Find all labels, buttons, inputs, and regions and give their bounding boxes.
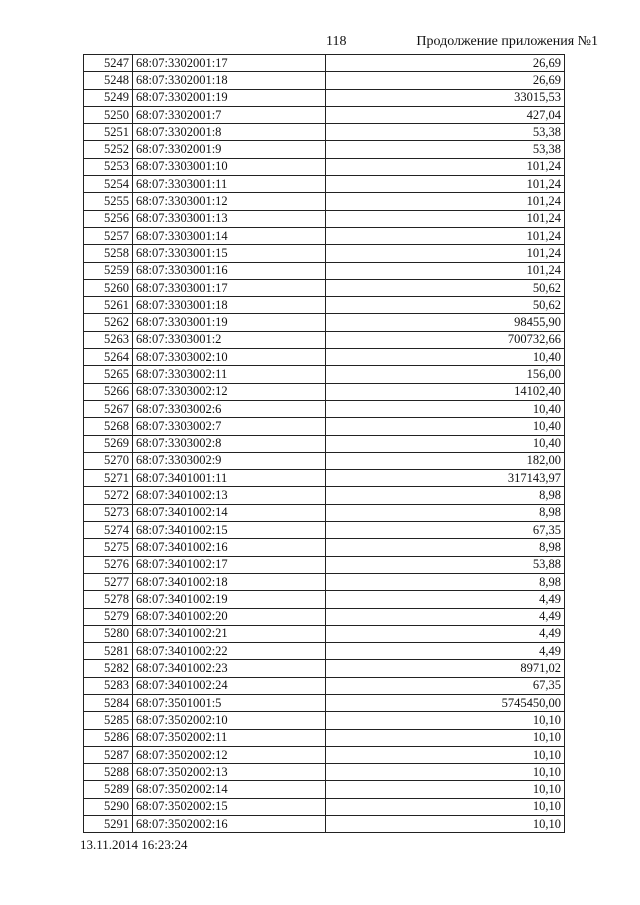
value-cell: 8,98 — [326, 539, 565, 556]
cadastral-number-cell: 68:07:3401002:21 — [133, 625, 326, 642]
value-cell: 26,69 — [326, 55, 565, 72]
row-number-cell: 5262 — [84, 314, 133, 331]
cadastral-number-cell: 68:07:3401002:23 — [133, 660, 326, 677]
cadastral-number-cell: 68:07:3302001:8 — [133, 124, 326, 141]
table-row — [84, 72, 565, 89]
table-row — [84, 124, 565, 141]
row-number-cell: 5281 — [84, 643, 133, 660]
table-row — [84, 660, 565, 677]
table-row — [84, 210, 565, 227]
value-cell: 4,49 — [326, 608, 565, 625]
row-number-cell: 5285 — [84, 712, 133, 729]
value-cell: 4,49 — [326, 591, 565, 608]
row-number-cell: 5288 — [84, 764, 133, 781]
cadastral-number-cell: 68:07:3302001:18 — [133, 72, 326, 89]
value-cell: 33015,53 — [326, 89, 565, 106]
cadastral-number-cell: 68:07:3502002:16 — [133, 816, 326, 833]
cadastral-number-cell: 68:07:3303002:6 — [133, 400, 326, 417]
value-cell: 101,24 — [326, 210, 565, 227]
cadastral-number-cell: 68:07:3303002:7 — [133, 418, 326, 435]
row-number-cell: 5259 — [84, 262, 133, 279]
row-number-cell: 5248 — [84, 72, 133, 89]
row-number-cell: 5277 — [84, 573, 133, 590]
cadastral-number-cell: 68:07:3302001:9 — [133, 141, 326, 158]
table-row — [84, 366, 565, 383]
cadastral-number-cell: 68:07:3302001:17 — [133, 55, 326, 72]
table-row — [84, 435, 565, 452]
table-row — [84, 331, 565, 348]
cadastral-number-cell: 68:07:3401002:15 — [133, 522, 326, 539]
row-number-cell: 5284 — [84, 694, 133, 711]
cadastral-number-cell: 68:07:3401002:14 — [133, 504, 326, 521]
row-number-cell: 5287 — [84, 746, 133, 763]
cadastral-number-cell: 68:07:3303001:15 — [133, 245, 326, 262]
value-cell: 14102,40 — [326, 383, 565, 400]
table-row — [84, 314, 565, 331]
value-cell: 156,00 — [326, 366, 565, 383]
cadastral-number-cell: 68:07:3302001:7 — [133, 106, 326, 123]
cadastral-number-cell: 68:07:3401002:20 — [133, 608, 326, 625]
table-row — [84, 297, 565, 314]
row-number-cell: 5251 — [84, 124, 133, 141]
value-cell: 50,62 — [326, 279, 565, 296]
cadastral-number-cell: 68:07:3302001:19 — [133, 89, 326, 106]
cadastral-number-cell: 68:07:3303001:10 — [133, 158, 326, 175]
value-cell: 67,35 — [326, 522, 565, 539]
value-cell: 98455,90 — [326, 314, 565, 331]
row-number-cell: 5266 — [84, 383, 133, 400]
cadastral-number-cell: 68:07:3303002:10 — [133, 349, 326, 366]
footer-timestamp: 13.11.2014 16:23:24 — [80, 837, 188, 852]
value-cell: 4,49 — [326, 625, 565, 642]
cadastral-number-cell: 68:07:3401002:17 — [133, 556, 326, 573]
table-row — [84, 400, 565, 417]
cadastral-number-cell: 68:07:3401002:19 — [133, 591, 326, 608]
cadastral-number-cell: 68:07:3401002:22 — [133, 643, 326, 660]
cadastral-number-cell: 68:07:3401002:16 — [133, 539, 326, 556]
page-header-title: Продолжение приложения №1 — [416, 34, 598, 49]
cadastral-number-cell: 68:07:3401001:11 — [133, 470, 326, 487]
table-row — [84, 591, 565, 608]
row-number-cell: 5253 — [84, 158, 133, 175]
value-cell: 5745450,00 — [326, 694, 565, 711]
value-cell: 101,24 — [326, 245, 565, 262]
value-cell: 101,24 — [326, 227, 565, 244]
cadastral-number-cell: 68:07:3303001:17 — [133, 279, 326, 296]
row-number-cell: 5276 — [84, 556, 133, 573]
page-number: 118 — [326, 34, 347, 49]
row-number-cell: 5252 — [84, 141, 133, 158]
table-row — [84, 643, 565, 660]
table-row — [84, 89, 565, 106]
table-row — [84, 504, 565, 521]
registry-table-body — [84, 55, 565, 833]
row-number-cell: 5290 — [84, 798, 133, 815]
table-row — [84, 193, 565, 210]
row-number-cell: 5286 — [84, 729, 133, 746]
row-number-cell: 5255 — [84, 193, 133, 210]
row-number-cell: 5271 — [84, 470, 133, 487]
row-number-cell: 5272 — [84, 487, 133, 504]
value-cell: 67,35 — [326, 677, 565, 694]
row-number-cell: 5268 — [84, 418, 133, 435]
table-row — [84, 694, 565, 711]
value-cell: 10,10 — [326, 764, 565, 781]
table-row — [84, 712, 565, 729]
cadastral-number-cell: 68:07:3502002:10 — [133, 712, 326, 729]
value-cell: 10,10 — [326, 712, 565, 729]
value-cell: 10,10 — [326, 746, 565, 763]
table-row — [84, 781, 565, 798]
value-cell: 10,10 — [326, 781, 565, 798]
table-row — [84, 487, 565, 504]
value-cell: 101,24 — [326, 158, 565, 175]
cadastral-number-cell: 68:07:3401002:18 — [133, 573, 326, 590]
row-number-cell: 5273 — [84, 504, 133, 521]
cadastral-number-cell: 68:07:3502002:15 — [133, 798, 326, 815]
row-number-cell: 5279 — [84, 608, 133, 625]
table-row — [84, 816, 565, 833]
row-number-cell: 5269 — [84, 435, 133, 452]
row-number-cell: 5291 — [84, 816, 133, 833]
value-cell: 4,49 — [326, 643, 565, 660]
value-cell: 101,24 — [326, 262, 565, 279]
cadastral-number-cell: 68:07:3502002:11 — [133, 729, 326, 746]
cadastral-number-cell: 68:07:3303001:12 — [133, 193, 326, 210]
cadastral-number-cell: 68:07:3303001:2 — [133, 331, 326, 348]
cadastral-number-cell: 68:07:3401002:13 — [133, 487, 326, 504]
row-number-cell: 5257 — [84, 227, 133, 244]
table-row — [84, 349, 565, 366]
table-row — [84, 55, 565, 72]
table-row — [84, 418, 565, 435]
table-row — [84, 158, 565, 175]
value-cell: 10,10 — [326, 729, 565, 746]
cadastral-number-cell: 68:07:3303001:14 — [133, 227, 326, 244]
table-row — [84, 556, 565, 573]
row-number-cell: 5265 — [84, 366, 133, 383]
table-row — [84, 798, 565, 815]
cadastral-number-cell: 68:07:3502002:13 — [133, 764, 326, 781]
row-number-cell: 5263 — [84, 331, 133, 348]
row-number-cell: 5249 — [84, 89, 133, 106]
row-number-cell: 5250 — [84, 106, 133, 123]
value-cell: 50,62 — [326, 297, 565, 314]
row-number-cell: 5267 — [84, 400, 133, 417]
table-row — [84, 227, 565, 244]
cadastral-number-cell: 68:07:3502002:12 — [133, 746, 326, 763]
value-cell: 10,40 — [326, 418, 565, 435]
cadastral-number-cell: 68:07:3303002:11 — [133, 366, 326, 383]
cadastral-number-cell: 68:07:3303002:12 — [133, 383, 326, 400]
value-cell: 8,98 — [326, 573, 565, 590]
table-row — [84, 279, 565, 296]
row-number-cell: 5247 — [84, 55, 133, 72]
table-row — [84, 245, 565, 262]
table-row — [84, 106, 565, 123]
value-cell: 10,10 — [326, 798, 565, 815]
value-cell: 53,38 — [326, 141, 565, 158]
table-row — [84, 141, 565, 158]
registry-table — [83, 54, 565, 833]
value-cell: 53,38 — [326, 124, 565, 141]
value-cell: 101,24 — [326, 193, 565, 210]
table-row — [84, 573, 565, 590]
cadastral-number-cell: 68:07:3303001:18 — [133, 297, 326, 314]
row-number-cell: 5270 — [84, 452, 133, 469]
table-row — [84, 746, 565, 763]
cadastral-number-cell: 68:07:3303001:13 — [133, 210, 326, 227]
value-cell: 10,40 — [326, 400, 565, 417]
table-row — [84, 452, 565, 469]
row-number-cell: 5275 — [84, 539, 133, 556]
table-row — [84, 625, 565, 642]
row-number-cell: 5289 — [84, 781, 133, 798]
row-number-cell: 5261 — [84, 297, 133, 314]
row-number-cell: 5278 — [84, 591, 133, 608]
row-number-cell: 5264 — [84, 349, 133, 366]
value-cell: 182,00 — [326, 452, 565, 469]
cadastral-number-cell: 68:07:3401002:24 — [133, 677, 326, 694]
value-cell: 427,04 — [326, 106, 565, 123]
cadastral-number-cell: 68:07:3303001:19 — [133, 314, 326, 331]
value-cell: 26,69 — [326, 72, 565, 89]
table-row — [84, 729, 565, 746]
table-row — [84, 677, 565, 694]
row-number-cell: 5280 — [84, 625, 133, 642]
row-number-cell: 5254 — [84, 176, 133, 193]
value-cell: 8971,02 — [326, 660, 565, 677]
table-row — [84, 764, 565, 781]
table-row — [84, 383, 565, 400]
value-cell: 10,10 — [326, 816, 565, 833]
value-cell: 10,40 — [326, 435, 565, 452]
cadastral-number-cell: 68:07:3502002:14 — [133, 781, 326, 798]
table-row — [84, 608, 565, 625]
cadastral-number-cell: 68:07:3303002:9 — [133, 452, 326, 469]
cadastral-number-cell: 68:07:3303002:8 — [133, 435, 326, 452]
row-number-cell: 5274 — [84, 522, 133, 539]
table-row — [84, 176, 565, 193]
row-number-cell: 5282 — [84, 660, 133, 677]
table-row — [84, 470, 565, 487]
table-row — [84, 262, 565, 279]
row-number-cell: 5260 — [84, 279, 133, 296]
cadastral-number-cell: 68:07:3303001:11 — [133, 176, 326, 193]
value-cell: 8,98 — [326, 487, 565, 504]
table-row — [84, 539, 565, 556]
value-cell: 700732,66 — [326, 331, 565, 348]
cadastral-number-cell: 68:07:3501001:5 — [133, 694, 326, 711]
row-number-cell: 5256 — [84, 210, 133, 227]
value-cell: 101,24 — [326, 176, 565, 193]
row-number-cell: 5258 — [84, 245, 133, 262]
value-cell: 317143,97 — [326, 470, 565, 487]
value-cell: 10,40 — [326, 349, 565, 366]
value-cell: 8,98 — [326, 504, 565, 521]
table-row — [84, 522, 565, 539]
value-cell: 53,88 — [326, 556, 565, 573]
cadastral-number-cell: 68:07:3303001:16 — [133, 262, 326, 279]
row-number-cell: 5283 — [84, 677, 133, 694]
